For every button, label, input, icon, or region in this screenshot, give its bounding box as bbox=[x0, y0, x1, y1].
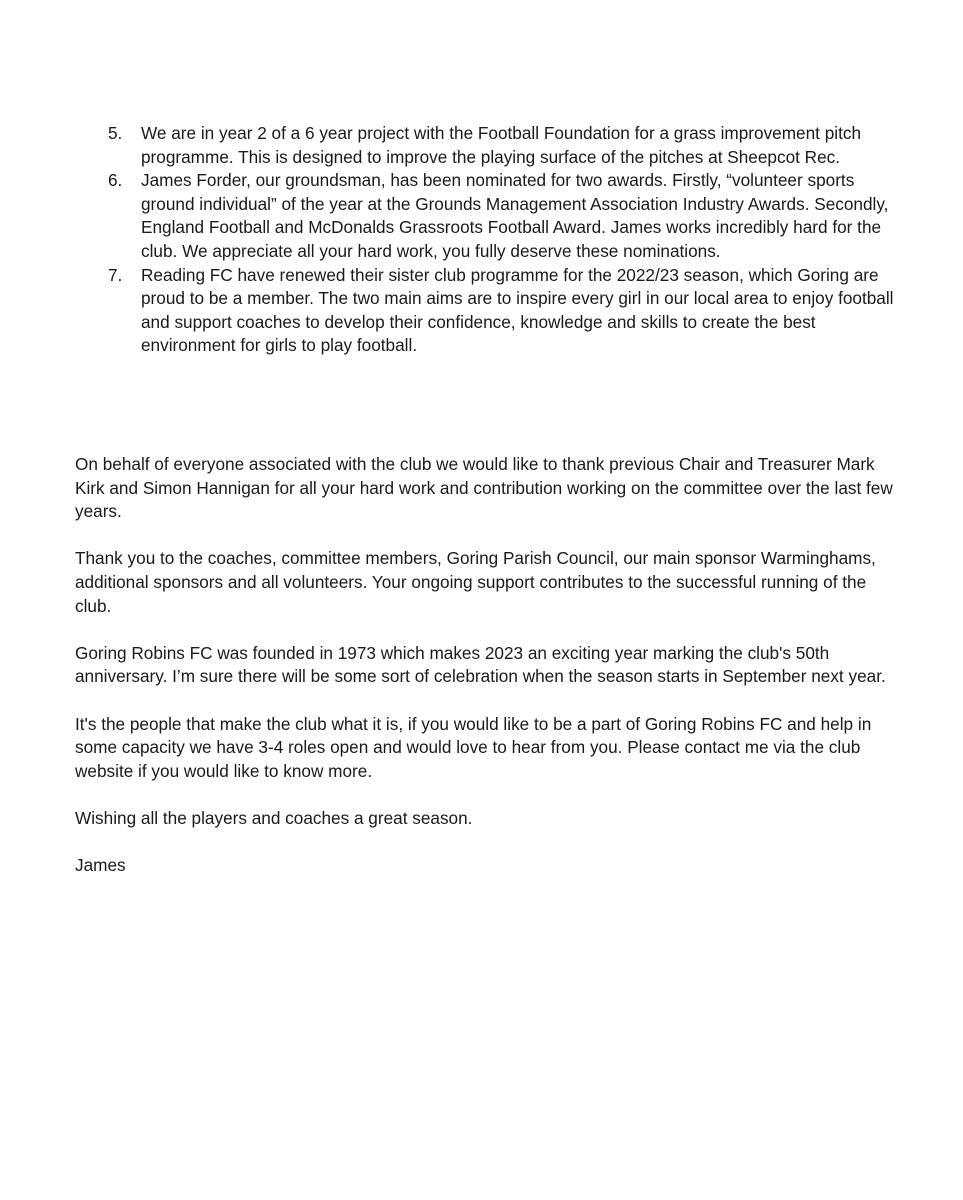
signature: James bbox=[75, 855, 126, 876]
anniversary-paragraph: Goring Robins FC was founded in 1973 which makes 2023 an exciting year marking the club's 50th anniversary. I’m sure there will be some sort of celebration when the season starts in September next year. bbox=[75, 642, 886, 687]
list-number: 6. bbox=[108, 170, 123, 191]
list-item bbox=[108, 169, 898, 263]
list-text: We are in year 2 of a 6 year project with the Football Foundation for a grass improvement pitch programme. This is designed to improve the playing surface of the pitches at Sheepcot Rec. bbox=[141, 123, 862, 167]
list-number: 7. bbox=[108, 264, 123, 285]
volunteer-roles-paragraph: It's the people that make the club what it is, if you would like to be a part of Goring Robins FC and help in some capacity we have 3-4 roles open and would love to hear from you. Please contact me via the club website if you would like to know more. bbox=[75, 713, 872, 781]
season-wishes-paragraph: Wishing all the players and coaches a great season. bbox=[75, 807, 473, 828]
list-item bbox=[108, 264, 898, 358]
list-text: Reading FC have renewed their sister club programme for the 2022/23 season, which Goring are proud to be a member. The two main aims are to inspire every girl in our local area to enjoy football and support coaches to develop their confidence, knowledge and skills to create the best environment for girls to play football. bbox=[141, 264, 894, 356]
thanks-committee-paragraph: On behalf of everyone associated with the club we would like to thank previous Chair and Treasurer Mark Kirk and Simon Hannigan for all your hard work and contribution working on the committee over the last few years. bbox=[75, 454, 893, 522]
numbered-list bbox=[108, 122, 898, 358]
body-text bbox=[75, 453, 905, 901]
thanks-sponsors-paragraph: Thank you to the coaches, committee members, Goring Parish Council, our main sponsor Warminghams, additional sponsors and all volunteers. Your ongoing support contributes to the successful running of the club. bbox=[75, 548, 876, 616]
list-item bbox=[108, 122, 898, 169]
list-number: 5. bbox=[108, 123, 123, 143]
list-text: James Forder, our groundsman, has been nominated for two awards. Firstly, “volunteer sports ground individual” of the year at the Grounds Management Association Industry Awards. Secondly, England Football and McDonalds Grassroots Football Award. James works incredibly hard for the club. We appreciate all your hard work, you fully deserve these nominations. bbox=[141, 170, 889, 261]
